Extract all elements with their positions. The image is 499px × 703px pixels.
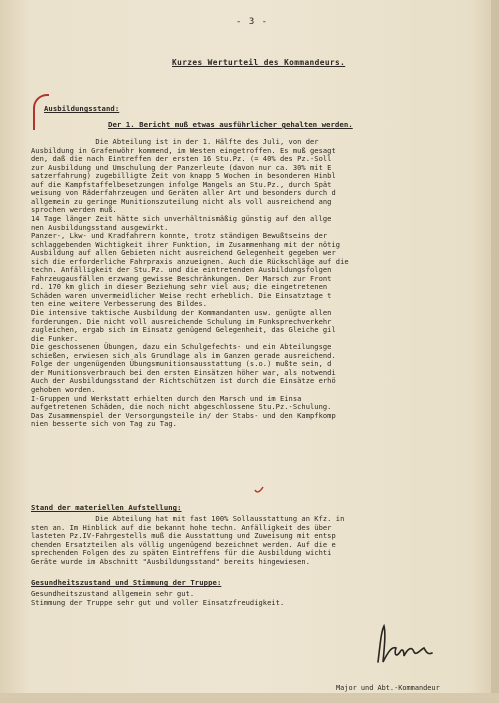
text-line: zur Ausbildung und Umschulung der Panzerleute (davon nur ca. 30% mit E xyxy=(31,162,332,172)
text-line: schlaggebenden Wichtigkeit ihrer Funktion, im Zusammenhang mit der nötig xyxy=(31,239,341,249)
text-line: lasteten Pz.IV-Fahrgestells muß die Ausstattung und Zuweisung mit entsp xyxy=(31,531,336,541)
text-line: rd. 170 km glich in dieser Beziehung sehr viel aus; die eingetretenen xyxy=(31,282,328,292)
text-line: chenden Ersatzteilen als völlig ungenügend bezeichnet werden. Auf die e xyxy=(31,539,336,549)
text-line: Geräte wurde im Abschnitt "Ausbildungsstand" bereits hingewiesen. xyxy=(31,557,311,566)
text-line: Ausbildung auf allen Gebieten nicht ausreichend Gelegenheit gegeben wer xyxy=(31,248,336,258)
text-line: forderungen. Die nicht voll ausreichende Schulung im Funksprechverkehr xyxy=(31,316,332,326)
red-check-mark xyxy=(254,486,264,496)
section-heading-gesundheitszustand: Gesundheitszustand und Stimmung der Truppe: xyxy=(31,578,222,587)
text-line: sten an. Im Hinblick auf die bekannt hohe techn. Anfälligkeit des über xyxy=(31,522,332,532)
text-line: schießen, erwiesen sich als Grundlage als im Ganzen gerade ausreichend. xyxy=(31,350,336,360)
text-line: gehoben worden. xyxy=(31,384,96,394)
page-bottom-shadow xyxy=(0,693,499,703)
section-heading-materielle-aufstellung: Stand der materiellen Aufstellung: xyxy=(31,503,182,512)
text-line: sich die erforderliche Fahrpraxis anzueignen. Auch die Rückschläge auf die xyxy=(31,256,349,266)
handwritten-signature xyxy=(372,622,436,668)
section-subheading: Der 1. Bericht muß etwas ausführlicher gehalten werden. xyxy=(108,120,353,129)
text-line: I-Gruppen und Werkstatt erhielten durch den Marsch und im Einsa xyxy=(31,393,302,403)
text-line: aufgetretenen Schäden, die noch nicht abgeschlossene Stu.Pz.-Schulung. xyxy=(31,402,332,412)
text-line: Die Abteilung ist in der 1. Hälfte des Juli, von der xyxy=(31,137,319,146)
text-line: Schäden waren unvermeidlicher Weise recht erheblich. Die Einsatztage t xyxy=(31,290,332,300)
text-line: Die geschossenen Übungen, dazu ein Schulgefechts- und ein Abteilungsge xyxy=(31,342,332,352)
text-line: nen Ausbildungsstand ausgewirkt. xyxy=(31,222,169,232)
text-line: Auch der Ausbildungsstand der Richtschützen ist durch die Einsätze erhö xyxy=(31,376,336,386)
text-line: Ausbildung in Grafenwöhr kommend, im Westen eingetroffen. Es muß gesagt xyxy=(31,145,336,155)
text-line: zugleichen, ergab sich im Einsatz genügend Gelegenheit, das Gleiche gil xyxy=(31,325,336,335)
text-line: satzerfahrung) zugebilligte Zeit von knapp 5 Wochen in besonderen Hinbl xyxy=(31,171,336,181)
text-line: Folge der ungenügenden Übungsmunitionsausstattung (s.o.) mußte sein, d xyxy=(31,359,332,369)
text-line: auf die Kampfstaffelbesetzungen infolge Mangels an Stu.Pz., durch Spät xyxy=(31,179,332,189)
page-edge-shadow xyxy=(491,0,499,703)
text-line: Fahrzeugausfällen erzwang gewisse Beschränkungen. Der Marsch zur Front xyxy=(31,273,332,283)
text-line: die Funker. xyxy=(31,333,79,343)
text-line: Gesundheitszustand allgemein sehr gut. xyxy=(31,589,195,598)
page-number: - 3 - xyxy=(236,17,269,27)
text-line: Panzer-, Lkw- und Kradfahrern konnte, trotz ständigen Bewußtseins der xyxy=(31,231,328,241)
text-line: Die Abteilung hat mit fast 100% Sollausstattung an Kfz. in xyxy=(31,514,345,523)
text-line: allgemein zu geringe Munitionszuteilung nicht als voll ausreichend ang xyxy=(31,196,332,206)
text-line: nien besserte sich von Tag zu Tag. xyxy=(31,419,177,429)
text-line: Das Zusammenspiel der Versorgungsteile in/ der Stabs- und den Kampfkomp xyxy=(31,410,336,420)
text-line: Die intensive taktische Ausbildung der Kommandanten usw. genügte allen xyxy=(31,308,332,317)
text-line: weisung von Räderfahrzeugen und Geräten aller Art und besonders durch d xyxy=(31,188,336,198)
text-line: Stimmung der Truppe sehr gut und voller Einsatzfreudigkeit. xyxy=(31,597,285,607)
text-line: sprochen werden muß. xyxy=(31,205,117,215)
text-line: sprechenden Folgen des zu späten Eintreffens für die Ausbildung wichti xyxy=(31,548,332,558)
text-line: der Munitionsverbrauch bei den ersten Einsätzen höher war, als notwendi xyxy=(31,367,336,377)
signature-title: Major und Abt.-Kommandeur xyxy=(336,684,440,692)
report-title: Kurzes Werturteil des Kommandeurs. xyxy=(172,58,346,67)
section-heading-ausbildungsstand: Ausbildungsstand: xyxy=(44,104,120,113)
text-line: techn. Anfälligkeit der Stu.Pz. und die eintretenden Ausbildungsfolgen xyxy=(31,265,332,275)
text-line: 14 Tage länger Zeit hätte sich unverhältnismäßig günstig auf den allge xyxy=(31,213,332,223)
text-line: den, daß die nach Eintreffen der ersten 16 Stu.Pz. (= 40% des Pz.-Soll xyxy=(31,154,332,164)
text-line: ten eine weitere Verbesserung des Bildes. xyxy=(31,299,207,309)
